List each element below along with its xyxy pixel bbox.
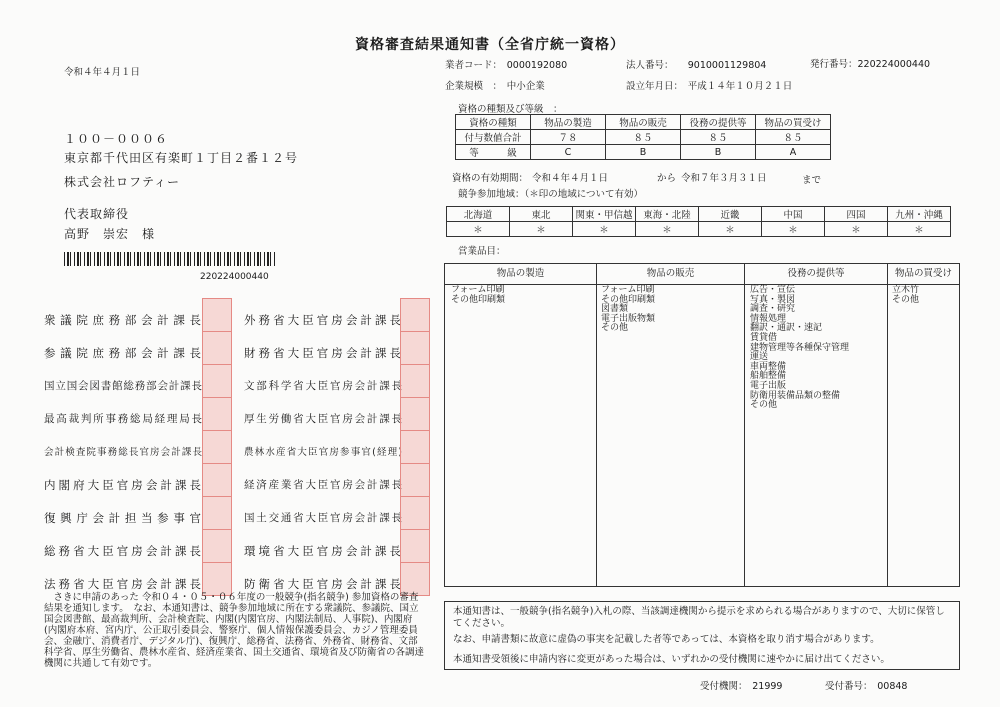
office-left-5: 会計検査院事務総長官房会計課長 <box>44 447 202 458</box>
grade-value: A <box>756 145 831 160</box>
official-seal <box>202 397 232 431</box>
official-seal <box>400 562 430 596</box>
established-date: 設立年月日： 平成１４年１０月２１日 <box>626 81 793 92</box>
region-name: 近畿 <box>699 207 762 222</box>
office-right-6: 経済産業省大臣官房会計課長 <box>244 479 402 491</box>
region-name: 東北 <box>510 207 573 222</box>
office-left-2: 参議院庶務部会計課長 <box>44 346 202 360</box>
office-right-4: 厚生労働省大臣官房会計課長 <box>244 413 402 425</box>
list-item: 翻訳・通訳・速記 <box>750 323 823 334</box>
list-item: 建物管理等各種保守管理 <box>750 342 850 353</box>
items-header: 物品の買受け <box>888 264 959 285</box>
official-seal <box>400 463 430 497</box>
issue-number: 発行番号：220224000440 <box>810 59 931 70</box>
office-left-4: 最高裁判所事務総局経理局長 <box>44 413 202 425</box>
list-item: 広告・宣伝 <box>750 285 796 295</box>
issue-date: 令和４年４月１日 <box>64 67 141 78</box>
office-right-5: 農林水産省大臣官房参事官(経理) <box>244 447 402 458</box>
items-header: 物品の製造 <box>445 264 597 285</box>
company-name: 株式会社ロフティー <box>64 175 181 189</box>
barcode <box>64 252 276 266</box>
list-item: その他印刷類 <box>601 294 656 305</box>
grade-value: B <box>681 145 756 160</box>
business-items-table <box>444 263 960 587</box>
qual-header: 資格の種類 <box>456 115 531 130</box>
postal-code: １００－０００６ <box>64 132 169 146</box>
list-item: フォーム印刷 <box>601 285 655 295</box>
office-right-1: 外務省大臣官房会計課長 <box>244 313 402 327</box>
office-right-9: 防衛省大臣官房会計課長 <box>244 577 402 591</box>
items-header: 物品の販売 <box>597 264 745 285</box>
notice-body-text: さきに申請のあった 令和０４・０５・０６年度の一般競争(指名競争) 参加資格の審査結果を通知します。 なお、本通知書は、競争参加地域に所在する衆議院、参議院、国立国会図書館、最高裁判所、会計検査院、内閣(内閣官房、内閣法制局、人事院)、内閣府(内閣府本府、宮内庁、公正取引委員会、警察庁、個人情報保護委員会、カジノ管理委員会、金融庁、消費者庁、デジタル庁)、復興庁、総務省、法務省、外務省、財務省、文部科学省、厚生労働省、農林水産省、経済産業省、国土交通省、環境省及び防衛省の各調達機関に共通して有効です。 <box>44 592 425 669</box>
qual-header: 物品の販売 <box>606 115 681 130</box>
official-seal <box>202 529 232 563</box>
official-seal <box>202 430 232 464</box>
list-item: 写真・製図 <box>750 294 796 305</box>
region-mark: ＊ <box>699 222 762 237</box>
list-item: 賃貸借 <box>750 332 778 343</box>
office-right-7: 国土交通省大臣官房会計課長 <box>244 512 402 524</box>
qual-header: 物品の買受け <box>756 115 831 130</box>
region-mark: ＊ <box>888 222 951 237</box>
official-seal <box>400 496 430 530</box>
official-seal <box>202 331 232 365</box>
list-item: 電子出版 <box>750 380 787 391</box>
official-seal <box>400 331 430 365</box>
representative-title: 代表取締役 <box>64 207 130 221</box>
list-item: 情報処理 <box>750 313 787 324</box>
region-table <box>446 206 951 237</box>
address: 東京都千代田区有楽町１丁目２番１２号 <box>64 151 299 165</box>
region-mark: ＊ <box>573 222 636 237</box>
document-title: 資格審査結果通知書（全省庁統一資格） <box>355 37 625 53</box>
region-name: 九州・沖縄 <box>888 207 951 222</box>
corp-number: 法人番号： 9010001129804 <box>626 60 767 71</box>
region-name: 中国 <box>762 207 825 222</box>
region-mark: ＊ <box>510 222 573 237</box>
list-item: フォーム印刷 <box>451 285 505 295</box>
qualification-section-label: 資格の種類及び等級 ： <box>458 104 563 115</box>
score-value: ８５ <box>756 130 831 145</box>
sales-items <box>601 286 655 334</box>
business-items-label: 営業品目： <box>458 246 506 257</box>
official-seal <box>202 463 232 497</box>
score-label: 付与数値合計 <box>456 130 531 145</box>
office-left-1: 衆議院庶務部会計課長 <box>44 313 202 327</box>
valid-from: 令和４年４月１日 <box>532 173 609 184</box>
score-value: ８５ <box>606 130 681 145</box>
list-item: その他 <box>601 323 629 334</box>
official-seal <box>202 496 232 530</box>
vendor-code: 業者コード： 0000192080 <box>445 60 568 71</box>
valid-made: まで <box>802 175 822 186</box>
official-seal <box>400 397 430 431</box>
region-mark: ＊ <box>447 222 510 237</box>
representative-name: 高野 崇宏 様 <box>64 227 156 241</box>
office-left-9: 法務省大臣官房会計課長 <box>44 577 202 591</box>
valid-to: 令和７年３月３１日 <box>681 173 767 184</box>
official-seal <box>400 364 430 398</box>
office-left-6: 内閣府大臣官房会計課長 <box>44 478 202 492</box>
office-right-8: 環境省大臣官房会計課長 <box>244 544 402 558</box>
office-left-3: 国立国会図書館総務部会計課長 <box>44 380 202 392</box>
office-right-2: 財務省大臣官房会計課長 <box>244 346 402 360</box>
qual-header: 役務の提供等 <box>681 115 756 130</box>
list-item: 車両整備 <box>750 361 787 372</box>
notice-line: 本通知書は、一般競争(指名競争)入札の際、当該調達機関から提示を求められる場合がありますので、大切に保管してください。 <box>453 606 945 629</box>
score-value: ７８ <box>531 130 606 145</box>
reception-number: 受付番号： 00848 <box>825 681 908 692</box>
official-seal <box>202 298 232 332</box>
region-label: 競争参加地域：（＊印の地域について有効） <box>458 189 644 200</box>
list-item: その他 <box>750 400 778 411</box>
official-seal <box>400 529 430 563</box>
office-left-7: 復興庁会計担当参事官 <box>44 511 202 525</box>
items-column <box>445 284 597 586</box>
items-header: 役務の提供等 <box>745 264 888 285</box>
notice-line: なお、申請書類に故意に虚偽の事実を記載した者等であっては、本資格を取り消す場合があります。 <box>453 634 880 645</box>
company-size: 企業規模 ： 中小企業 <box>445 81 545 92</box>
grade-label: 等 級 <box>456 145 531 160</box>
notice-line: 本通知書受領後に申請内容に変更があった場合は、いずれかの受付機関に速やかに届け出てください。 <box>453 654 890 665</box>
valid-kara: から <box>657 173 677 184</box>
grade-value: C <box>531 145 606 160</box>
list-item: 図書類 <box>601 304 629 315</box>
region-name: 北海道 <box>447 207 510 222</box>
list-item: 防衛用装備品類の整備 <box>750 390 841 401</box>
score-value: ８５ <box>681 130 756 145</box>
region-name: 関東・甲信越 <box>573 207 636 222</box>
official-seal <box>202 364 232 398</box>
region-name: 東海・北陸 <box>636 207 699 222</box>
notice-box <box>444 601 960 670</box>
list-item: 立木竹 <box>892 285 920 295</box>
purchase-items <box>892 286 919 305</box>
reception-office: 受付機関： 21999 <box>700 681 783 692</box>
official-seal <box>400 430 430 464</box>
official-seal <box>202 562 232 596</box>
list-item: 調査・研究 <box>750 304 796 315</box>
qual-header: 物品の製造 <box>531 115 606 130</box>
barcode-number: 220224000440 <box>200 272 269 282</box>
region-mark: ＊ <box>825 222 888 237</box>
manufacturing-items <box>451 286 505 305</box>
region-mark: ＊ <box>762 222 825 237</box>
office-right-3: 文部科学省大臣官房会計課長 <box>244 380 402 392</box>
service-items <box>750 286 849 411</box>
list-item: 電子出版物類 <box>601 313 656 324</box>
office-left-8: 総務省大臣官房会計課長 <box>44 544 202 558</box>
qualification-table <box>455 114 831 160</box>
region-mark: ＊ <box>636 222 699 237</box>
grade-value: B <box>606 145 681 160</box>
official-seal <box>400 298 430 332</box>
valid-period-label: 資格の有効期間： <box>452 173 529 184</box>
list-item: 運送 <box>750 352 769 363</box>
list-item: その他 <box>892 294 920 305</box>
region-name: 四国 <box>825 207 888 222</box>
list-item: 船舶整備 <box>750 371 787 382</box>
list-item: その他印刷類 <box>451 294 506 305</box>
